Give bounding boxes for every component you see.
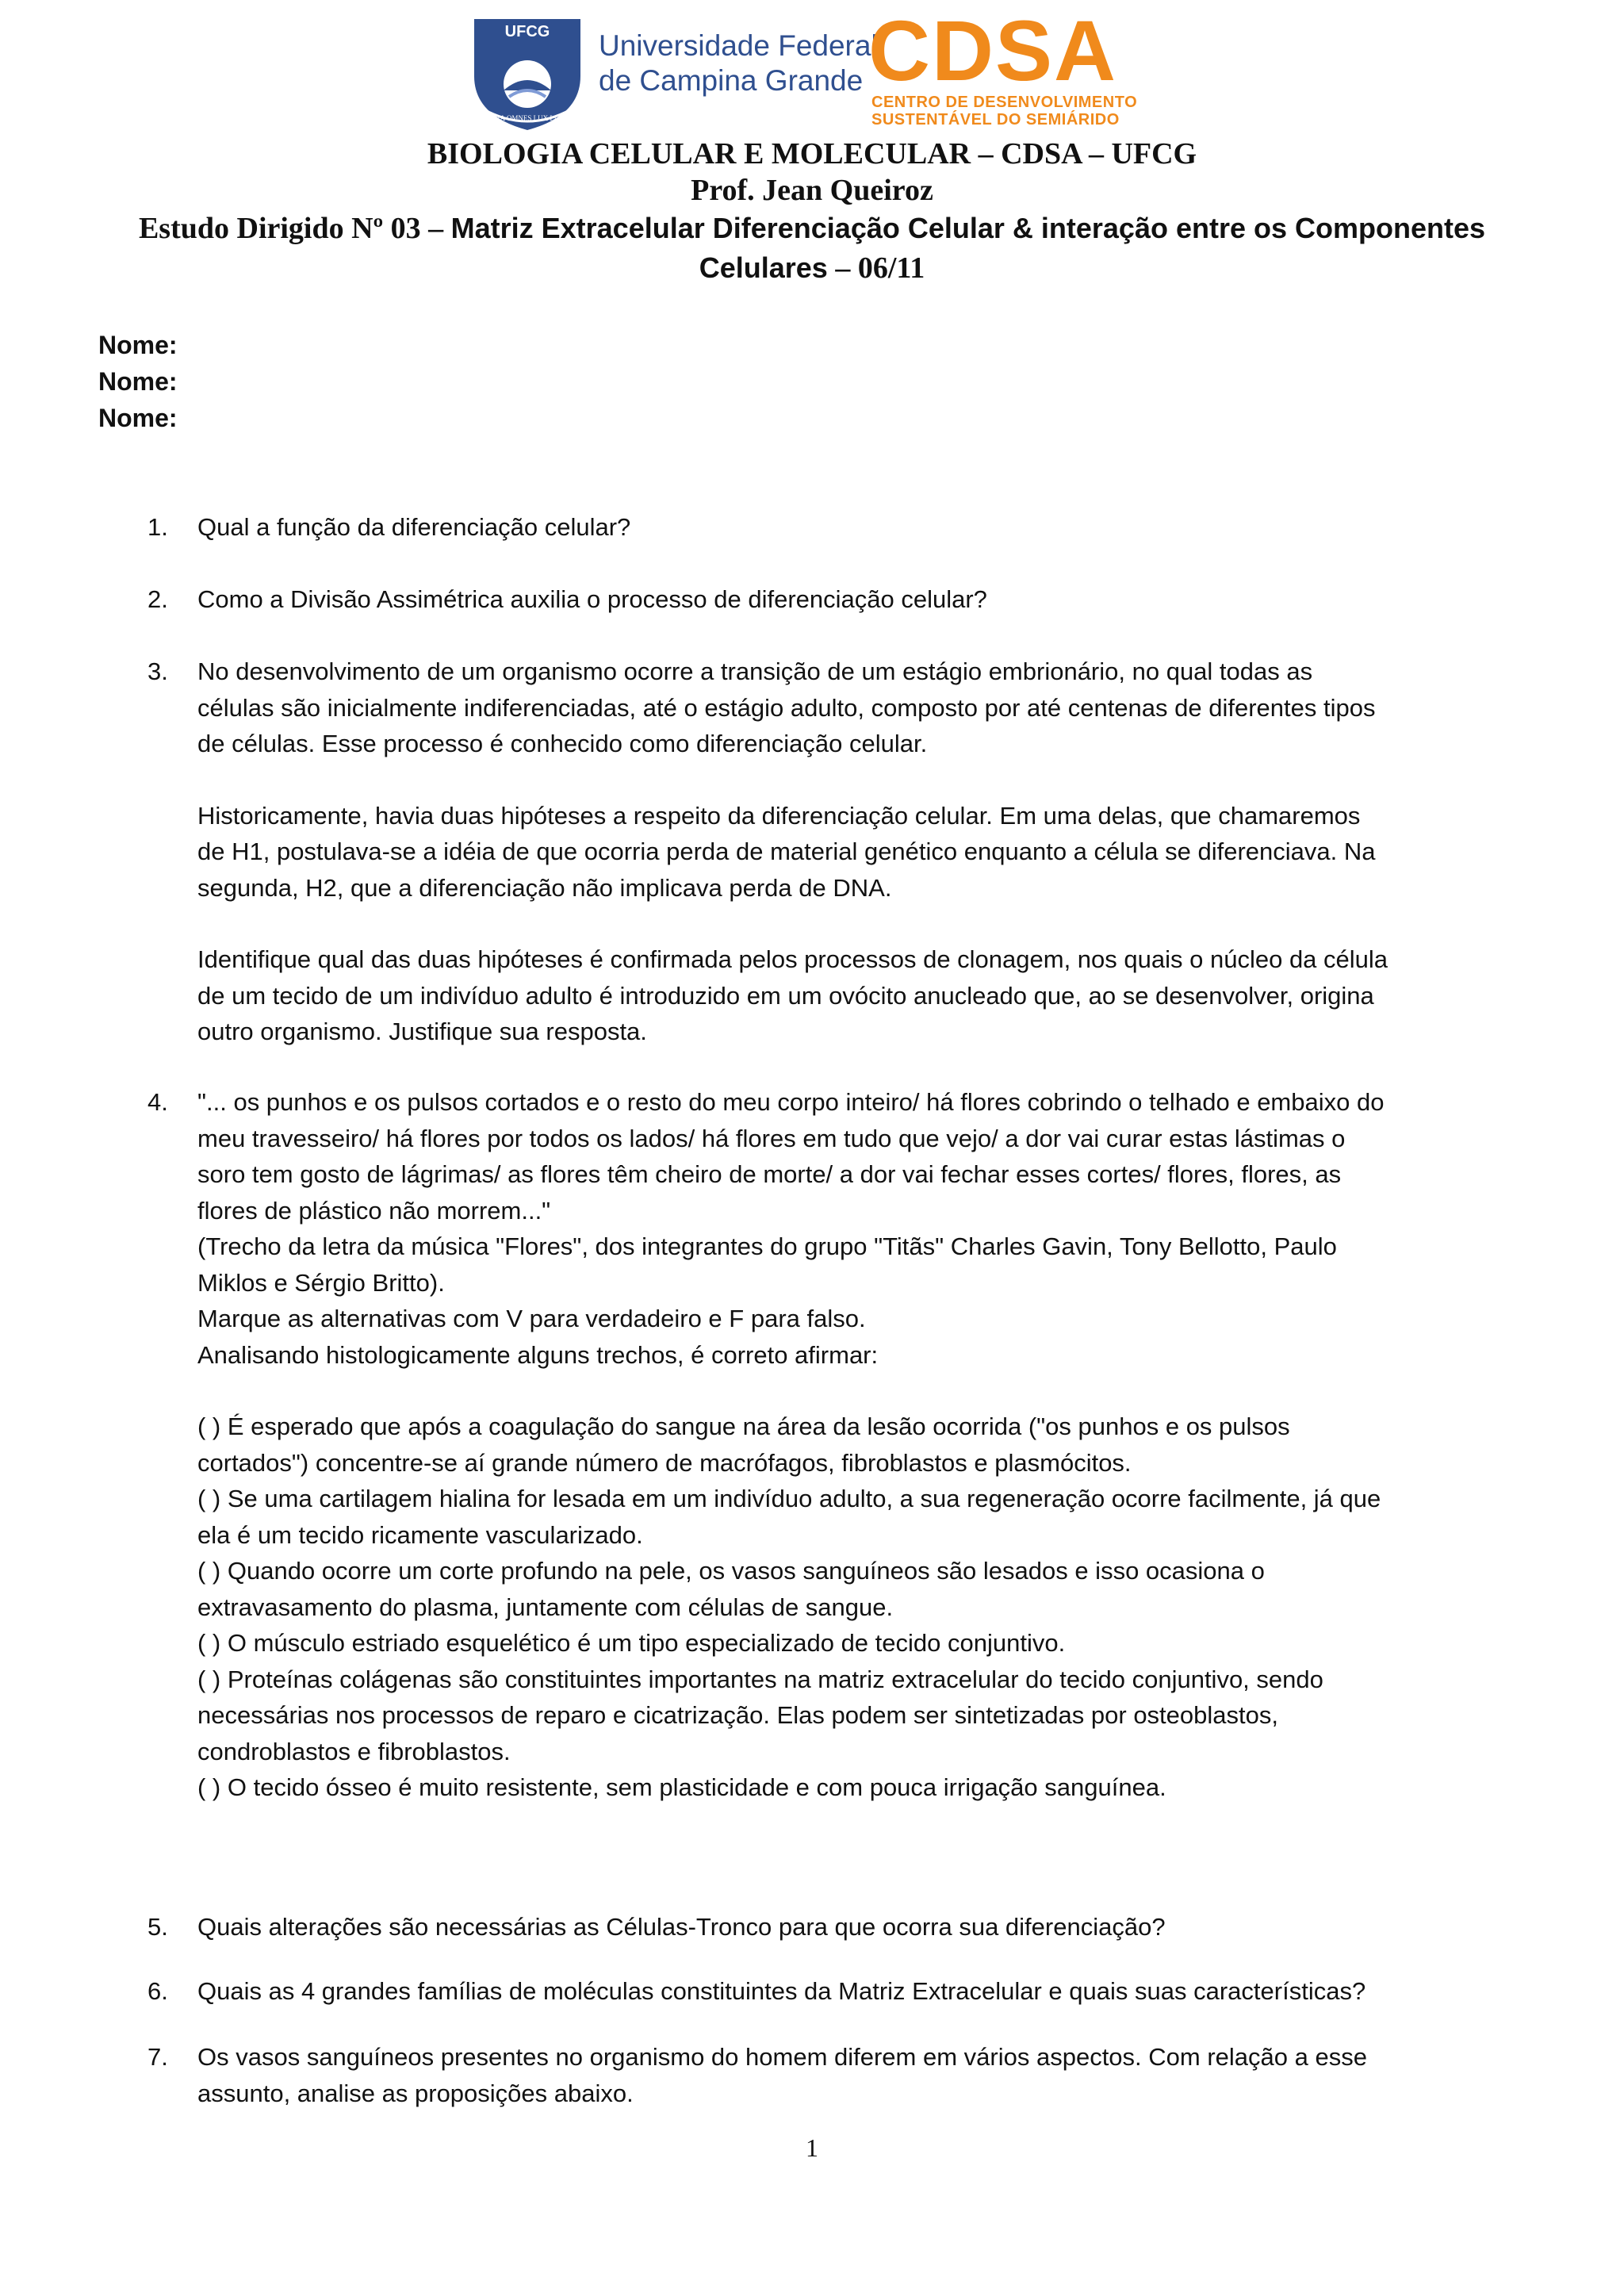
true-false-item: ( ) É esperado que após a coagulação do sangue na área da lesão ocorrida ("os punhos e os pulsos	[197, 1412, 1290, 1440]
question-line: Qual a função da diferenciação celular?	[197, 513, 631, 541]
true-false-items	[197, 1409, 1538, 1806]
question-line: de células. Esse processo é conhecido como diferenciação celular.	[197, 730, 928, 757]
question-line: de um tecido de um indivíduo adulto é introduzido em um ovócito anucleado que, ao se desenvolver, origina	[197, 981, 1374, 1010]
question-number: 2.	[147, 585, 168, 613]
ufcg-name-line1: Universidade Federal	[599, 29, 878, 62]
study-guide-topic: Matriz Extracelular Diferenciação Celular & interação entre os Componentes	[450, 212, 1486, 244]
name-field-label-1: Nome:	[98, 331, 178, 359]
name-field-label-2: Nome:	[98, 367, 178, 396]
true-false-item: necessárias nos processos de reparo e cicatrização. Elas podem ser sintetizadas por osteoblastos,	[197, 1701, 1278, 1729]
question-line: meu travesseiro/ há flores por todos os lados/ há flores em tudo que vejo/ a dor vai curar estas lástimas o	[197, 1124, 1346, 1152]
true-false-item: cortados") concentre-se aí grande número de macrófagos, fibroblastos e plasmócitos.	[197, 1448, 1132, 1477]
name-field-label-3: Nome:	[98, 404, 178, 432]
question-line: Como a Divisão Assimétrica auxilia o processo de diferenciação celular?	[197, 585, 987, 613]
true-false-item: ( ) Quando ocorre um corte profundo na pele, os vasos sanguíneos são lesados e isso ocasiona o	[197, 1557, 1265, 1585]
question-line: No desenvolvimento de um organismo ocorre a transição de um estágio embrionário, no qual todas as	[197, 657, 1313, 685]
question-line: Os vasos sanguíneos presentes no organismo do homem diferem em vários aspectos. Com relação a esse	[197, 2043, 1367, 2071]
question-text	[197, 1973, 1538, 2010]
study-guide-date: – 06/11	[827, 251, 925, 285]
question-text	[197, 581, 1538, 618]
question-line: Marque as alternativas com V para verdadeiro e F para falso.	[197, 1305, 866, 1332]
true-false-item: ( ) O tecido ósseo é muito resistente, sem plasticidade e com pouca irrigação sanguínea.	[197, 1773, 1166, 1801]
question-line: Historicamente, havia duas hipóteses a respeito da diferenciação celular. Em uma delas, que chamaremos	[197, 801, 1361, 830]
true-false-item: condroblastos e fibroblastos.	[197, 1737, 511, 1765]
question-number: 3.	[147, 657, 168, 685]
study-guide-number: Estudo Dirigido Nº 03 –	[138, 212, 451, 245]
cdsa-subtitle-line2: SUSTENTÁVEL DO SEMIÁRIDO	[871, 111, 1120, 128]
question-text	[197, 509, 1538, 546]
question-number: 7.	[147, 2043, 168, 2071]
true-false-item: ( ) O músculo estriado esquelético é um tipo especializado de tecido conjuntivo.	[197, 1629, 1066, 1657]
question-number: 4.	[147, 1088, 168, 1116]
true-false-item: ( ) Se uma cartilagem hialina for lesada em um indivíduo adulto, a sua regeneração ocorre facilmente, já que	[197, 1485, 1381, 1512]
question-line: células são inicialmente indiferenciadas, até o estágio adulto, composto por até centenas de diferentes tipos	[197, 693, 1376, 722]
question-line: assunto, analise as proposições abaixo.	[197, 2079, 634, 2107]
question-line: flores de plástico não morrem..."	[197, 1196, 551, 1225]
question-number: 5.	[147, 1913, 168, 1941]
true-false-item: ela é um tecido ricamente vascularizado.	[197, 1520, 643, 1549]
question-number: 6.	[147, 1977, 168, 2005]
cdsa-subtitle-line1: CENTRO DE DESENVOLVIMENTO	[871, 94, 1138, 111]
question-line: de H1, postulava-se a idéia de que ocorria perda de material genético enquanto a célula se diferenciava. Na	[197, 838, 1376, 865]
question-line: segunda, H2, que a diferenciação não implicava perda de DNA.	[197, 873, 892, 902]
page-number: 1	[806, 2133, 818, 2162]
question-line: Miklos e Sérgio Britto).	[197, 1268, 445, 1297]
question-text	[197, 1909, 1538, 1945]
question-paragraph	[197, 654, 1538, 762]
svg-text:UFCG: UFCG	[504, 23, 550, 40]
professor-name: Prof. Jean Queiroz	[691, 174, 933, 207]
course-title: BIOLOGIA CELULAR E MOLECULAR – CDSA – UFCG	[427, 137, 1197, 171]
true-false-item: extravasamento do plasma, juntamente com células de sangue.	[197, 1593, 894, 1621]
question-paragraph	[197, 941, 1538, 1050]
question-text	[197, 654, 1538, 1050]
question-line: Quais alterações são necessárias as Células-Tronco para que ocorra sua diferenciação?	[197, 1913, 1166, 1941]
true-false-item: ( ) Proteínas colágenas são constituintes importantes na matriz extracelular do tecido conjuntivo, sendo	[197, 1665, 1323, 1693]
question-text	[197, 1084, 1538, 1806]
song-excerpt	[197, 1084, 1538, 1373]
question-line: Identifique qual das duas hipóteses é confirmada pelos processos de clonagem, nos quais o núcleo da célula	[197, 945, 1388, 973]
ufcg-name-line2: de Campina Grande	[599, 64, 864, 97]
cdsa-wordmark: CDSA	[868, 2, 1118, 98]
study-guide-topic-end: Celulares	[699, 251, 828, 284]
question-number: 1.	[147, 513, 168, 541]
question-text	[197, 2039, 1538, 2111]
svg-text:SUPRA OMNES LUX LUCES: SUPRA OMNES LUX LUCES	[482, 114, 573, 122]
question-line: "... os punhos e os pulsos cortados e o resto do meu corpo inteiro/ há flores cobrindo o telhado e embaixo do	[197, 1088, 1385, 1116]
question-line: Quais as 4 grandes famílias de moléculas constituintes da Matriz Extracelular e quais suas características?	[197, 1977, 1366, 2005]
question-paragraph	[197, 798, 1538, 907]
question-line: soro tem gosto de lágrimas/ as flores têm cheiro de morte/ a dor vai fechar esses cortes/ flores, flores, as	[197, 1160, 1342, 1188]
question-line: Analisando histologicamente alguns trechos, é correto afirmar:	[197, 1340, 879, 1369]
question-line: (Trecho da letra da música "Flores", dos integrantes do grupo "Titãs" Charles Gavin, Tony Bellotto, Paulo	[197, 1232, 1337, 1260]
question-line: outro organismo. Justifique sua resposta.	[197, 1018, 647, 1045]
